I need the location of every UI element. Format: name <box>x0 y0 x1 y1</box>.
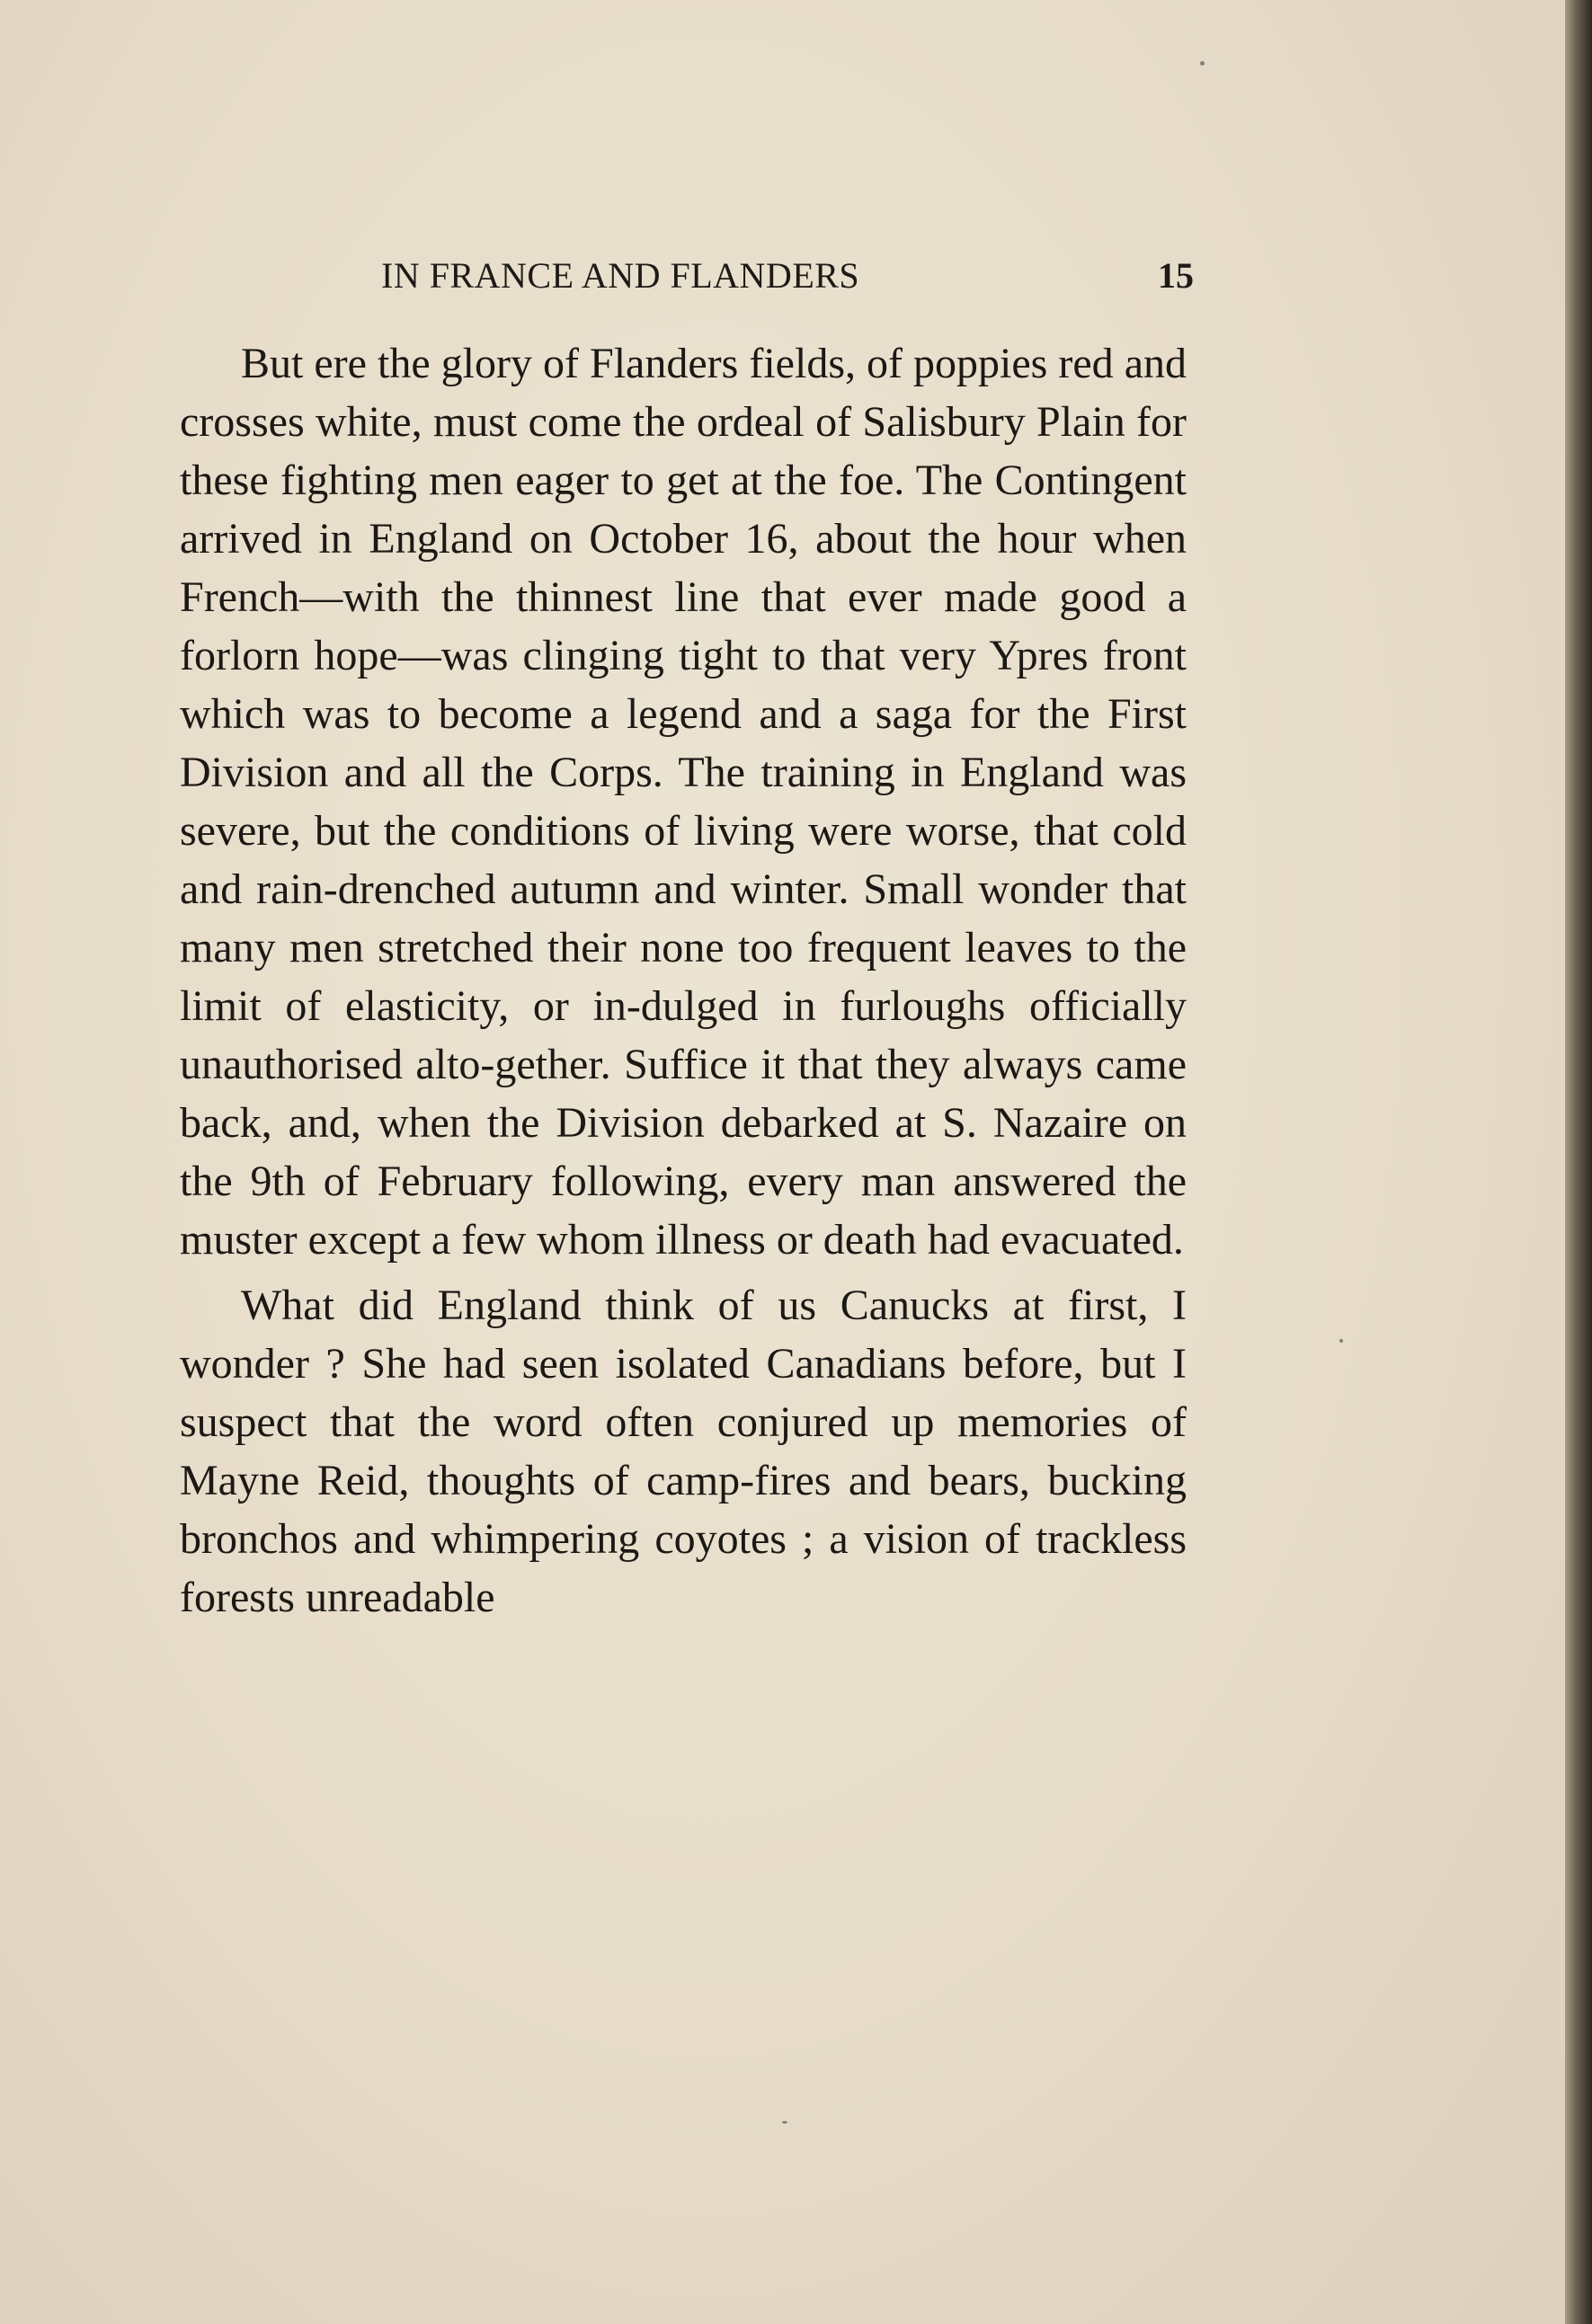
paragraph-2: What did England think of us Canucks at first, I wonder ? She had seen isolated Canadians before, but I suspect that the word often conjured up memories of Mayne Reid, thoughts of camp-fires and bears, bucking bronchos and whimpering coyotes ; a vision of trackless forests unreadable <box>180 1282 1187 1621</box>
page-number: 15 <box>1158 255 1194 296</box>
body-text <box>180 334 1187 1634</box>
paper-speck <box>782 2121 787 2124</box>
paper-speck <box>1200 61 1205 66</box>
page-header <box>381 254 1194 299</box>
page-edge-shadow <box>1565 0 1592 2324</box>
running-title: IN FRANCE AND FLANDERS <box>381 255 860 296</box>
paragraph-1: But ere the glory of Flanders fields, of poppies red and crosses white, must come the ordeal of Salisbury Plain for these fighting men eager to get at the foe. The Contingent arrived in England on October 16, about the hour when French—with the thinnest line that ever made good a forlorn hope—was clinging tight to that very Ypres front which was to become a legend and a saga for the First Division and all the Corps. The training in England was severe, but the conditions of living were worse, that cold and rain-drenched autumn and winter. Small wonder that many men stretched their none too frequent leaves to the limit of elasticity, or in-dulged in furloughs officially unauthorised alto-gether. Suffice it that they always came back, and, when the Division debarked at S. Nazaire on the 9th of February following, every man answered the muster except a few whom illness or death had evacuated. <box>180 340 1187 1264</box>
paper-speck <box>1339 1339 1343 1343</box>
